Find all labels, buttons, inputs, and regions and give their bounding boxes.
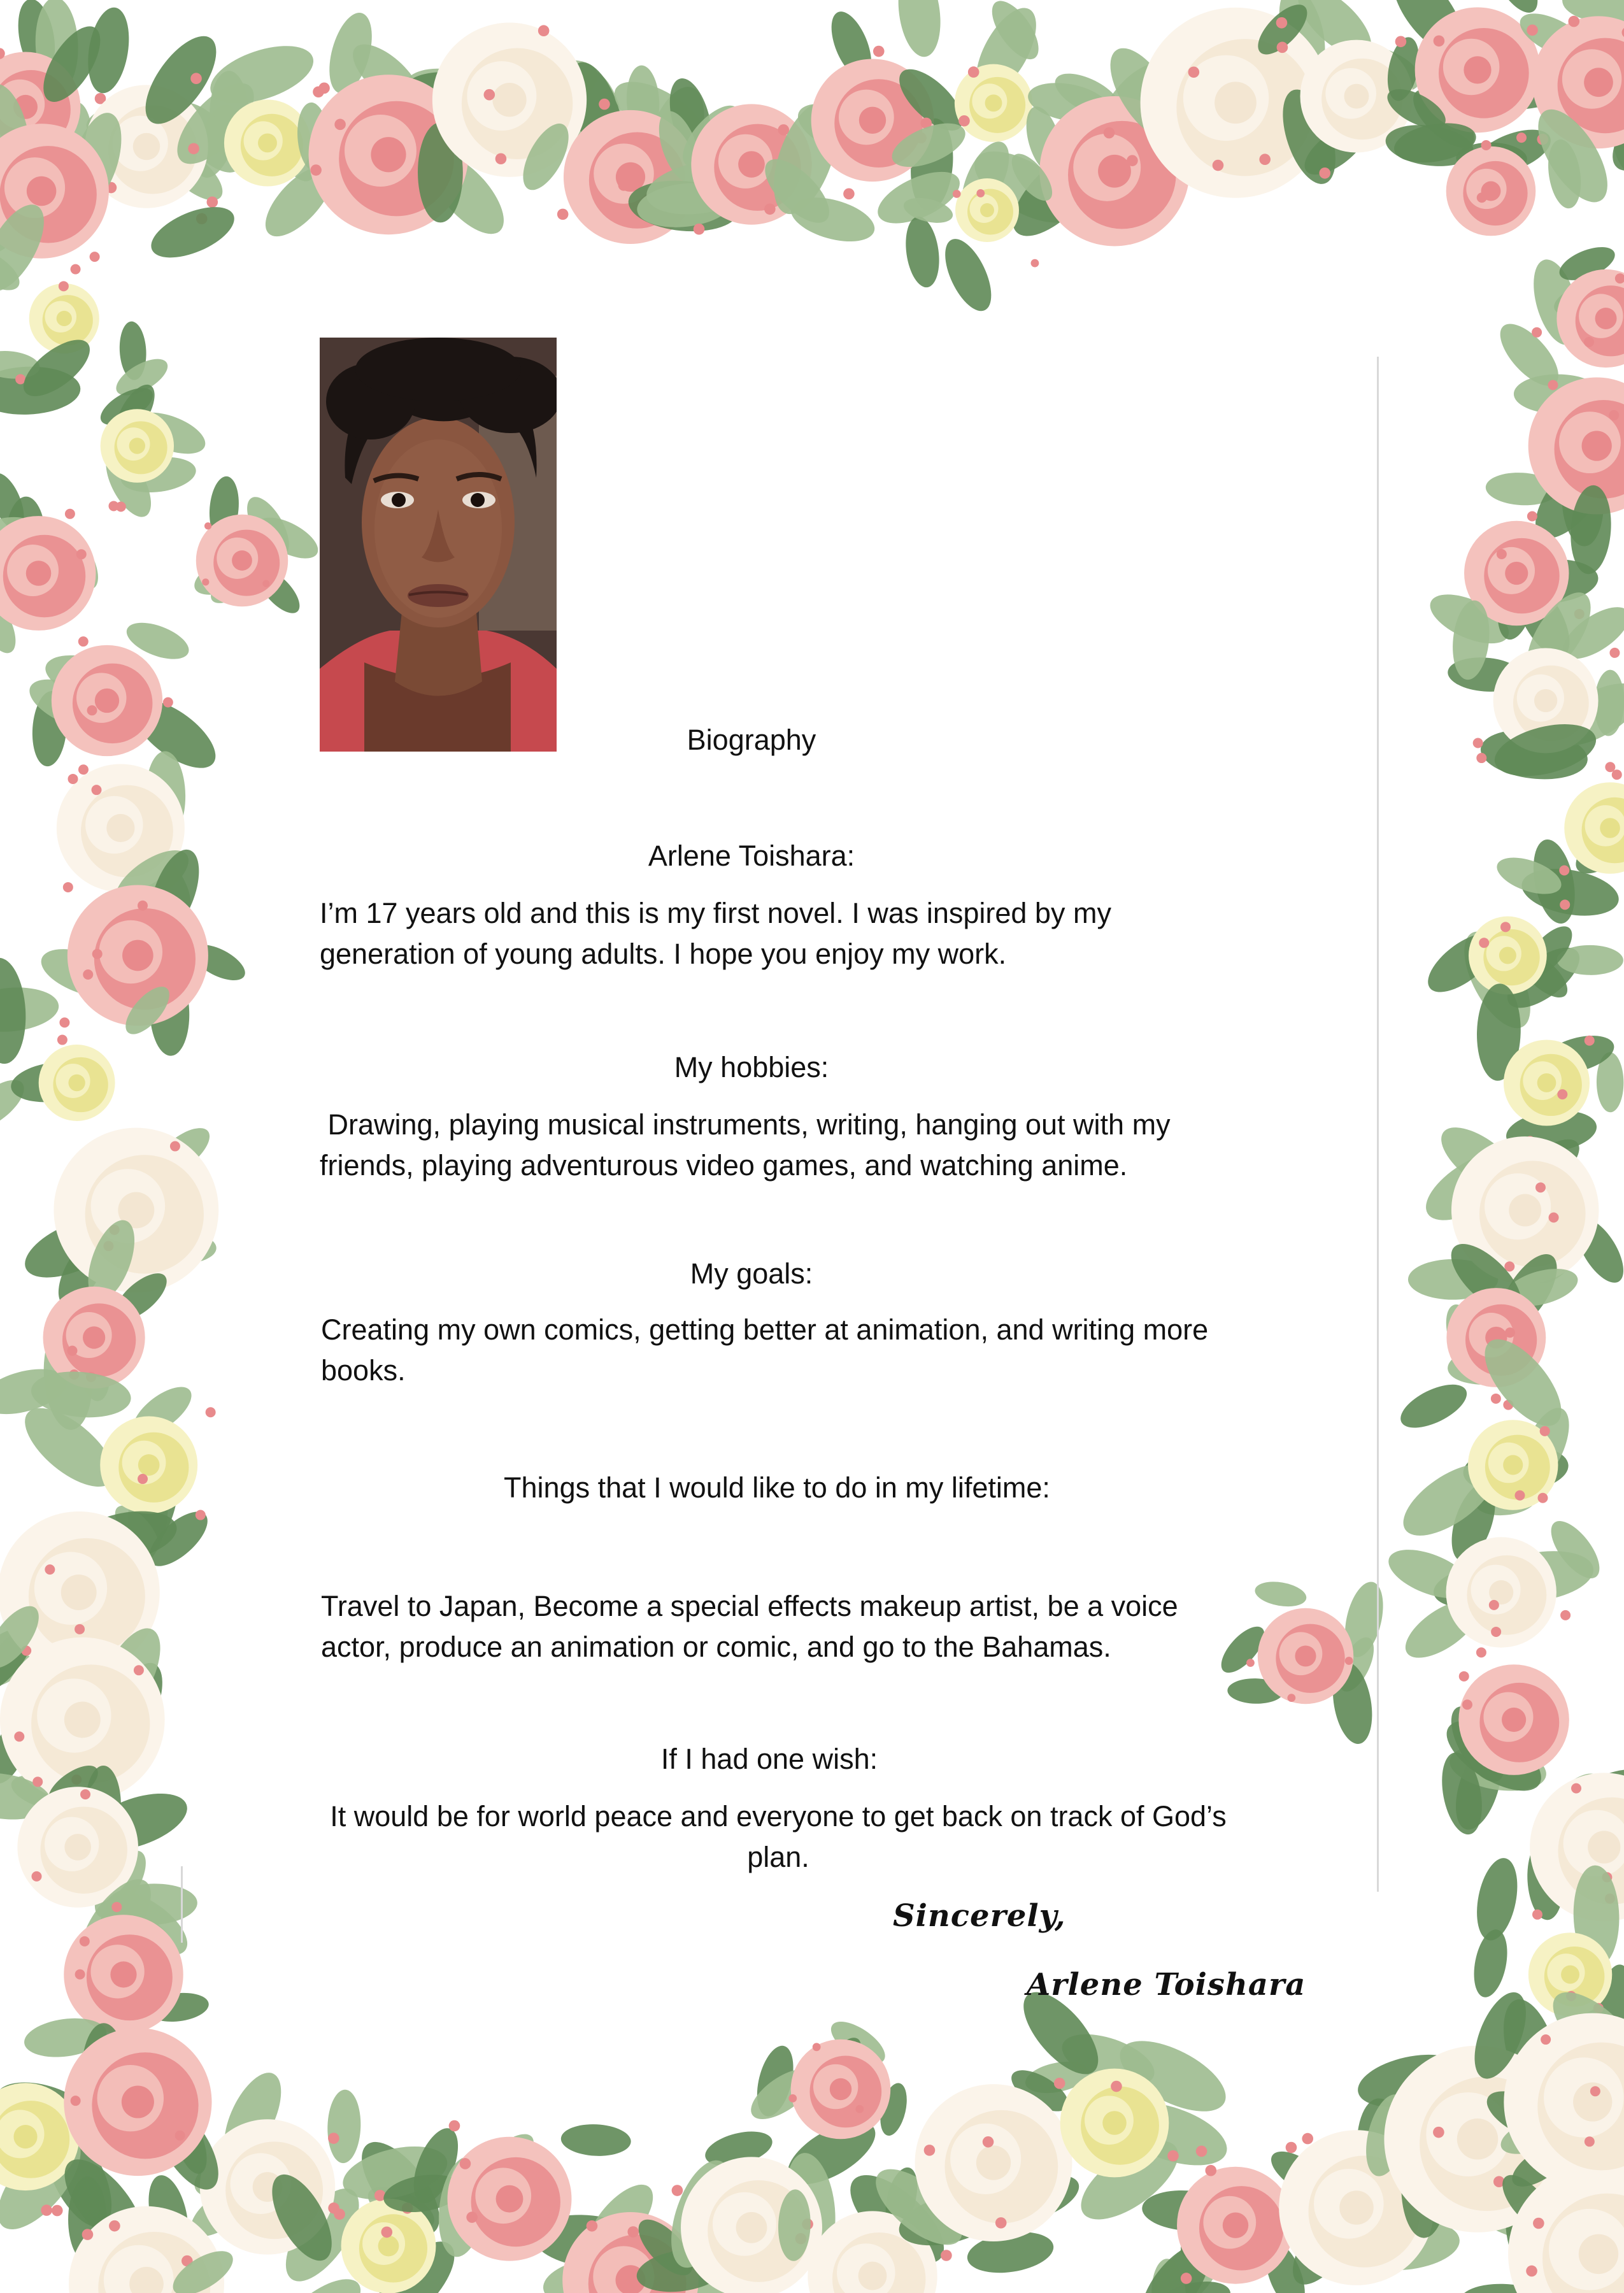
hobbies-paragraph <box>320 1104 1313 1186</box>
paragraph-line: books. <box>321 1354 406 1387</box>
paragraph-line: Creating my own comics, getting better at animation, and writing more <box>321 1313 1209 1346</box>
intro-paragraph <box>320 893 1313 975</box>
wish-heading: If I had one wish: <box>660 1743 878 1775</box>
page-title: Biography <box>687 724 816 756</box>
page-guide-line <box>181 1866 183 1943</box>
page-guide-line <box>1377 357 1379 1892</box>
paragraph-line: Drawing, playing musical instruments, writing, hanging out with my <box>320 1108 1171 1141</box>
paragraph-line: actor, produce an animation or comic, and go to the Bahamas. <box>321 1631 1111 1663</box>
goals-paragraph <box>321 1310 1314 1391</box>
author-heading: Arlene Toishara: <box>648 839 855 872</box>
lifetime-paragraph <box>321 1586 1314 1668</box>
author-signature: Arlene Toishara <box>1027 1967 1306 2003</box>
paragraph-line: I’m 17 years old and this is my first novel. I was inspired by my <box>320 897 1111 929</box>
paragraph-line: It would be for world peace and everyone to get back on track of God’s <box>330 1800 1227 1832</box>
paragraph-line: plan. <box>747 1841 809 1873</box>
goals-heading: My goals: <box>690 1257 813 1290</box>
paragraph-line: Travel to Japan, Become a special effects makeup artist, be a voice <box>321 1590 1178 1622</box>
lifetime-heading: Things that I would like to do in my lifetime: <box>504 1471 1050 1504</box>
signoff: Sincerely, <box>893 1898 1066 1934</box>
paragraph-line: generation of young adults. I hope you enjoy my work. <box>320 938 1007 970</box>
paragraph-line: friends, playing adventurous video games, and watching anime. <box>320 1149 1128 1182</box>
wish-paragraph <box>320 1796 1237 1878</box>
hobbies-heading: My hobbies: <box>674 1051 829 1083</box>
author-portrait <box>320 338 557 752</box>
